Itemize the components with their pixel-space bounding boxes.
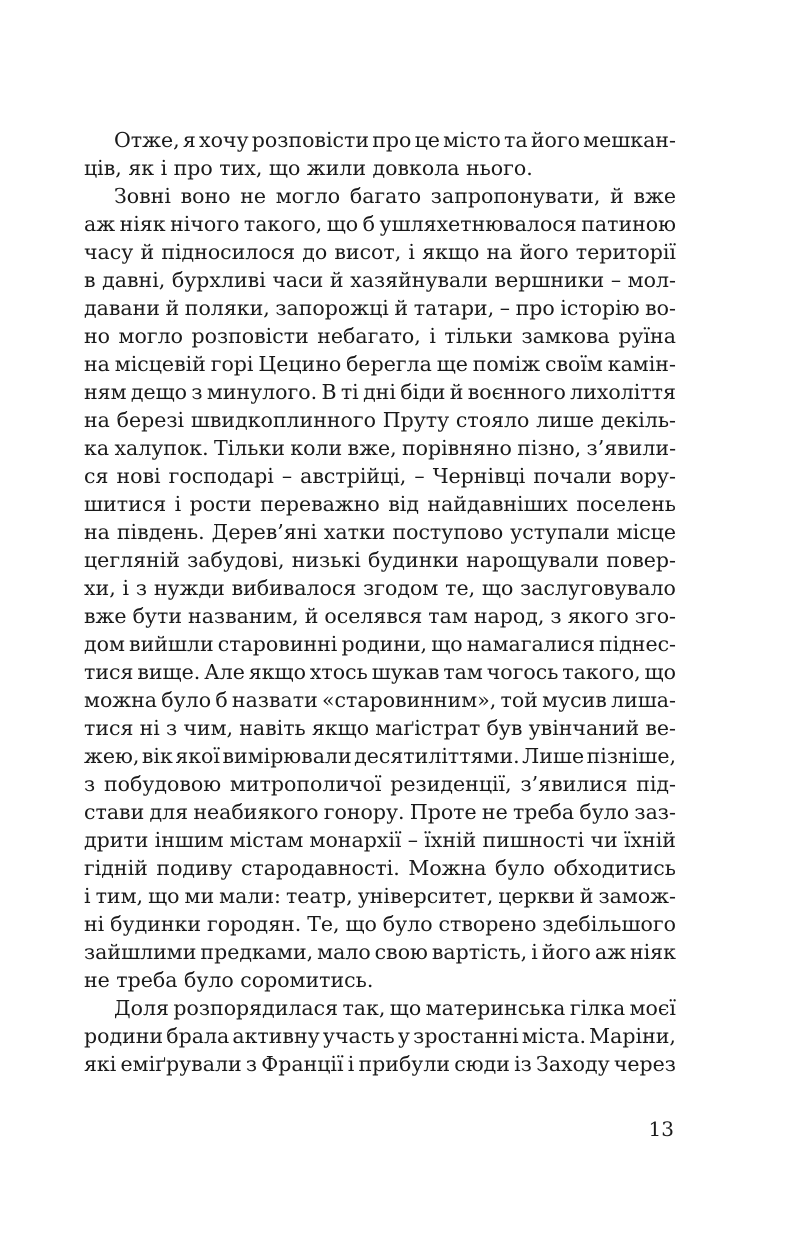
text-line: ся нові господарі – австрійці, – Чернівці почали вору-	[84, 464, 676, 488]
text-line: Доля розпорядилася так, що материнська гілка моєї	[114, 996, 676, 1020]
text-line: в давні, бурхливі часи й хазяйнували вершники – мол-	[84, 268, 676, 292]
text-line: давани й поляки, запорожці й татари, – про історію во-	[84, 296, 676, 320]
text-line: з побудовою митрополичої резиденції, з’явилися під-	[84, 772, 676, 796]
text-line: ців, як і про тих, що жили довкола нього.	[84, 156, 533, 180]
paragraph	[84, 182, 676, 994]
text-line: но могло розповісти небагато, і тільки замкова руїна	[84, 324, 676, 348]
text-line: часу й підносилося до висот, і якщо на його території	[84, 240, 676, 264]
text-line: на місцевій горі Цецино берегла ще поміж своїм камін-	[84, 352, 676, 376]
text-line: стави для неабиякого гонору. Проте не треба було заз-	[84, 800, 676, 824]
text-line: дом вийшли старовинні родини, що намагалися піднес-	[84, 632, 676, 656]
text-line: тися вище. Але якщо хтось шукав там чогось такого, що	[84, 660, 676, 684]
text-line: Зовні воно не могло багато запропонувати, й вже	[114, 184, 676, 208]
text-line: ням дещо з минулого. В ті дні біди й воєнного лихоліття	[84, 380, 676, 404]
text-line: аж ніяк нічого такого, що б ушляхетнювалося патиною	[84, 212, 676, 236]
body-text	[84, 126, 676, 1078]
text-line: і тим, що ми мали: театр, університет, церкви й замож-	[84, 884, 676, 908]
text-line: на південь. Дерев’яні хатки поступово уступали місце	[84, 520, 676, 544]
text-line: цегляній забудові, низькі будинки нарощували повер-	[84, 548, 676, 572]
text-line: Отже, я хочу розповісти про це місто та його мешкан-	[114, 128, 676, 152]
text-line: які еміґрували з Франції і прибули сюди із Заходу через	[84, 1052, 676, 1076]
text-line: зайшлими предками, мало свою вартість, і його аж ніяк	[84, 940, 676, 964]
text-line: вже бути названим, й оселявся там народ, з якого зго-	[84, 604, 676, 628]
paragraph	[84, 994, 676, 1078]
text-line: шитися і рости переважно від найдавніших поселень	[84, 492, 676, 516]
text-line: дрити іншим містам монархії – їхній пишності чи їхній	[84, 828, 676, 852]
text-line: гідній подиву стародавності. Можна було обходитись	[84, 856, 676, 880]
text-line: ні будинки городян. Те, що було створено здебільшого	[84, 912, 676, 936]
paragraph	[84, 126, 676, 182]
text-line: на березі швидкоплинного Пруту стояло лише декіль-	[84, 408, 676, 432]
text-line: не треба було соромитись.	[84, 968, 374, 992]
text-line: можна було б назвати «старовинним», той мусив лиша-	[84, 688, 676, 712]
text-line: тися ні з чим, навіть якщо маґістрат був увінчаний ве-	[84, 716, 676, 740]
text-line: родини брала активну участь у зростанні міста. Маріни,	[84, 1024, 676, 1048]
text-line: хи, і з нужди вибивалося згодом те, що заслуговувало	[84, 576, 676, 600]
text-line: ка халупок. Тільки коли вже, порівняно пізно, з’явили-	[84, 436, 676, 460]
page-number: 13	[648, 1117, 674, 1141]
text-line: жею, вік якої вимірювали десятиліттями. Лише пізніше,	[84, 744, 676, 768]
